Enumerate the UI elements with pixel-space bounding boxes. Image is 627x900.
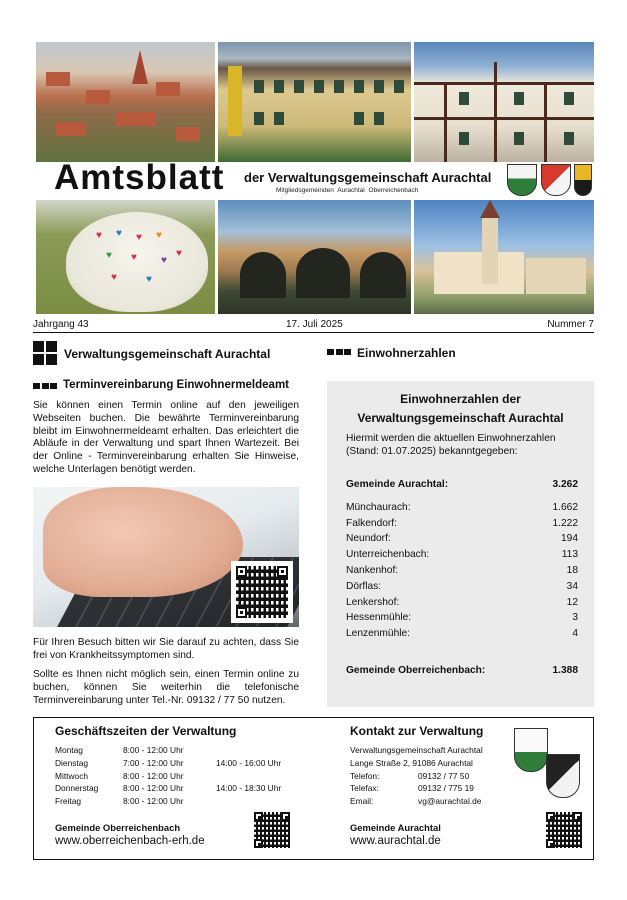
population-row-name: Nankenhof: xyxy=(346,565,399,576)
district-crest-icon xyxy=(574,164,592,196)
hours-afternoon-time: 14:00 - 18:30 Uhr xyxy=(216,783,282,794)
photo-half-timbered-house xyxy=(414,42,594,162)
photo-church xyxy=(414,200,594,314)
population-row-value: 1.388 xyxy=(552,665,578,676)
population-row-name: Unterreichenbach: xyxy=(346,549,430,560)
heading-marker-icon xyxy=(327,349,353,357)
hours-morning-time: 8:00 - 12:00 Uhr xyxy=(123,783,184,794)
contact-phone[interactable]: 09132 / 77 50 xyxy=(418,770,470,781)
article-heading: Terminvereinbarung Einwohnermeldeamt xyxy=(63,379,290,391)
population-box xyxy=(327,381,594,707)
issue-number: Nummer 7 xyxy=(547,319,594,330)
hours-morning-time: 7:00 - 12:00 Uhr xyxy=(123,757,184,768)
masthead-members: Mitgliedsgemeinden Aurachtal Oberreichenbach xyxy=(276,187,419,194)
contact-lines xyxy=(350,744,483,770)
population-row-name: Dörflas: xyxy=(346,581,382,592)
population-row-name: Gemeinde Oberreichenbach: xyxy=(346,665,486,676)
population-row-name: Lenzenmühle: xyxy=(346,628,411,639)
left-section-title: Verwaltungsgemeinschaft Aurachtal xyxy=(64,347,271,361)
photo-stone-bridge xyxy=(218,200,411,314)
appointment-qr-code[interactable] xyxy=(236,566,288,618)
population-row-value: 1.222 xyxy=(552,518,578,529)
aurachtal-crest-icon xyxy=(507,164,537,196)
hours-day: Donnerstag xyxy=(55,783,99,794)
hours-afternoon-time xyxy=(216,744,281,757)
aurachtal-link[interactable]: www.aurachtal.de xyxy=(350,835,441,847)
aurachtal-name: Gemeinde Aurachtal xyxy=(350,822,441,833)
hours-afternoon-time xyxy=(216,795,281,808)
issue-volume: Jahrgang 43 xyxy=(33,319,89,330)
contact-email-label: Email: xyxy=(350,796,374,807)
photo-town-hall xyxy=(218,42,411,162)
population-row xyxy=(346,565,578,578)
box-intro: Hiermit werden die aktuellen Einwohnerzahlen (Stand: 01.07.2025) bekanntgegeben: xyxy=(346,433,556,457)
population-row-value: 194 xyxy=(561,533,578,544)
photo-village-aerial xyxy=(36,42,215,162)
population-row-value: 12 xyxy=(566,597,578,608)
box-title-line-2: Verwaltungsgemeinschaft Aurachtal xyxy=(357,411,564,425)
population-row-value: 3 xyxy=(572,612,578,623)
hours-afternoon-time: 14:00 - 16:00 Uhr xyxy=(216,757,282,768)
hours-day: Dienstag xyxy=(55,757,89,768)
contact-fax-label: Telefax: xyxy=(350,783,379,794)
population-row-value: 1.662 xyxy=(552,502,578,513)
footer-box xyxy=(33,717,594,860)
oberreichenbach-qr-code[interactable] xyxy=(254,812,290,848)
hours-morning-time: 8:00 - 12:00 Uhr xyxy=(123,770,184,781)
box-title-line-1: Einwohnerzahlen der xyxy=(400,392,521,406)
masthead-title: Amtsblatt xyxy=(54,158,225,197)
contact-address: Lange Straße 2, 91086 Aurachtal xyxy=(350,757,473,768)
population-row xyxy=(346,518,578,531)
population-row-value: 4 xyxy=(572,628,578,639)
issue-line xyxy=(33,317,594,333)
article-paragraph-1: Sie können einen Termin online auf den jeweiligen Webseiten buchen. Die bewährte Terminvereinbarung bleibt im Einwohnermeldeamt erhalten. Das erleichtert die Abläufe in der Verwaltung und spart Ihnen Wartezeit. Bei der Online - Terminvereinbarung erhalten Sie Hinweise, welche Unterlagen benötigt werden. xyxy=(33,400,299,475)
masthead-subtitle: der Verwaltungsgemeinschaft Aurachtal xyxy=(244,170,492,185)
hours-morning-time: 8:00 - 12:00 Uhr xyxy=(123,796,184,807)
hours-morning xyxy=(123,744,184,808)
photo-painted-stone: ♥ ♥ ♥ ♥ ♥ ♥ ♥ ♥ ♥ ♥ xyxy=(36,200,215,314)
oberreichenbach-crest-icon xyxy=(541,164,571,196)
aurachtal-qr-code[interactable] xyxy=(546,812,582,848)
oberreichenbach-name: Gemeinde Oberreichenbach xyxy=(55,822,181,833)
contact-labels xyxy=(350,770,379,808)
hours-day: Freitag xyxy=(55,796,82,807)
population-row-name: Neundorf: xyxy=(346,533,391,544)
contact-org: Verwaltungsgemeinschaft Aurachtal xyxy=(350,745,483,755)
population-row-name: Gemeinde Aurachtal: xyxy=(346,479,449,490)
issue-date: 17. Juli 2025 xyxy=(286,319,343,330)
population-row-value: 18 xyxy=(566,565,578,576)
contact-phone-label: Telefon: xyxy=(350,770,380,781)
hours-day: Mittwoch xyxy=(55,770,89,781)
population-row-value: 34 xyxy=(566,581,578,592)
hours-title: Geschäftszeiten der Verwaltung xyxy=(55,724,237,738)
article-paragraph-2: Für Ihren Besuch bitten wir Sie darauf zu achten, dass Sie frei von Krankheitssymptomen sind. xyxy=(33,637,299,661)
contact-email-link[interactable]: vg@aurachtal.de xyxy=(418,796,482,807)
article-paragraph-3: Sollte es Ihnen nicht möglich sein, einen Termin online zu buchen, können Sie weiterhin die telefonische Terminvereinbarung unter Tel.-Nr. 09132 / 77 50 nutzen. xyxy=(33,669,299,706)
population-row xyxy=(346,549,578,562)
population-row xyxy=(346,628,578,641)
oberreichenbach-shield-icon xyxy=(546,754,580,798)
population-row xyxy=(346,502,578,515)
population-row-value: 3.262 xyxy=(552,479,578,490)
photo-laptop-typing xyxy=(33,487,299,627)
population-row-name: Lenkershof: xyxy=(346,597,400,608)
oberreichenbach-link[interactable]: www.oberreichenbach-erh.de xyxy=(55,835,205,847)
hours-afternoon-time xyxy=(216,770,281,783)
contact-values xyxy=(418,770,481,808)
population-row-name: Hessenmühle: xyxy=(346,612,412,623)
population-row xyxy=(346,597,578,610)
heading-marker-icon xyxy=(33,383,59,391)
population-row-oberreichenbach-total xyxy=(346,665,578,678)
contact-title: Kontakt zur Verwaltung xyxy=(350,724,484,738)
hours-days xyxy=(55,744,98,808)
aurachtal-shield-icon xyxy=(514,728,548,772)
population-row xyxy=(346,612,578,625)
population-row xyxy=(346,533,578,546)
right-section-title: Einwohnerzahlen xyxy=(357,346,456,360)
hours-afternoon xyxy=(216,744,281,808)
hours-morning-time: 8:00 - 12:00 Uhr xyxy=(123,745,184,755)
section-logo-icon xyxy=(33,341,57,365)
population-row-name: Münchaurach: xyxy=(346,502,411,513)
population-row xyxy=(346,581,578,594)
population-row-name: Falkendorf: xyxy=(346,518,397,529)
hours-day: Montag xyxy=(55,745,83,755)
population-row-aurachtal-total xyxy=(346,479,578,492)
population-row-value: 113 xyxy=(561,549,578,560)
contact-fax: 09132 / 775 19 xyxy=(418,783,474,794)
